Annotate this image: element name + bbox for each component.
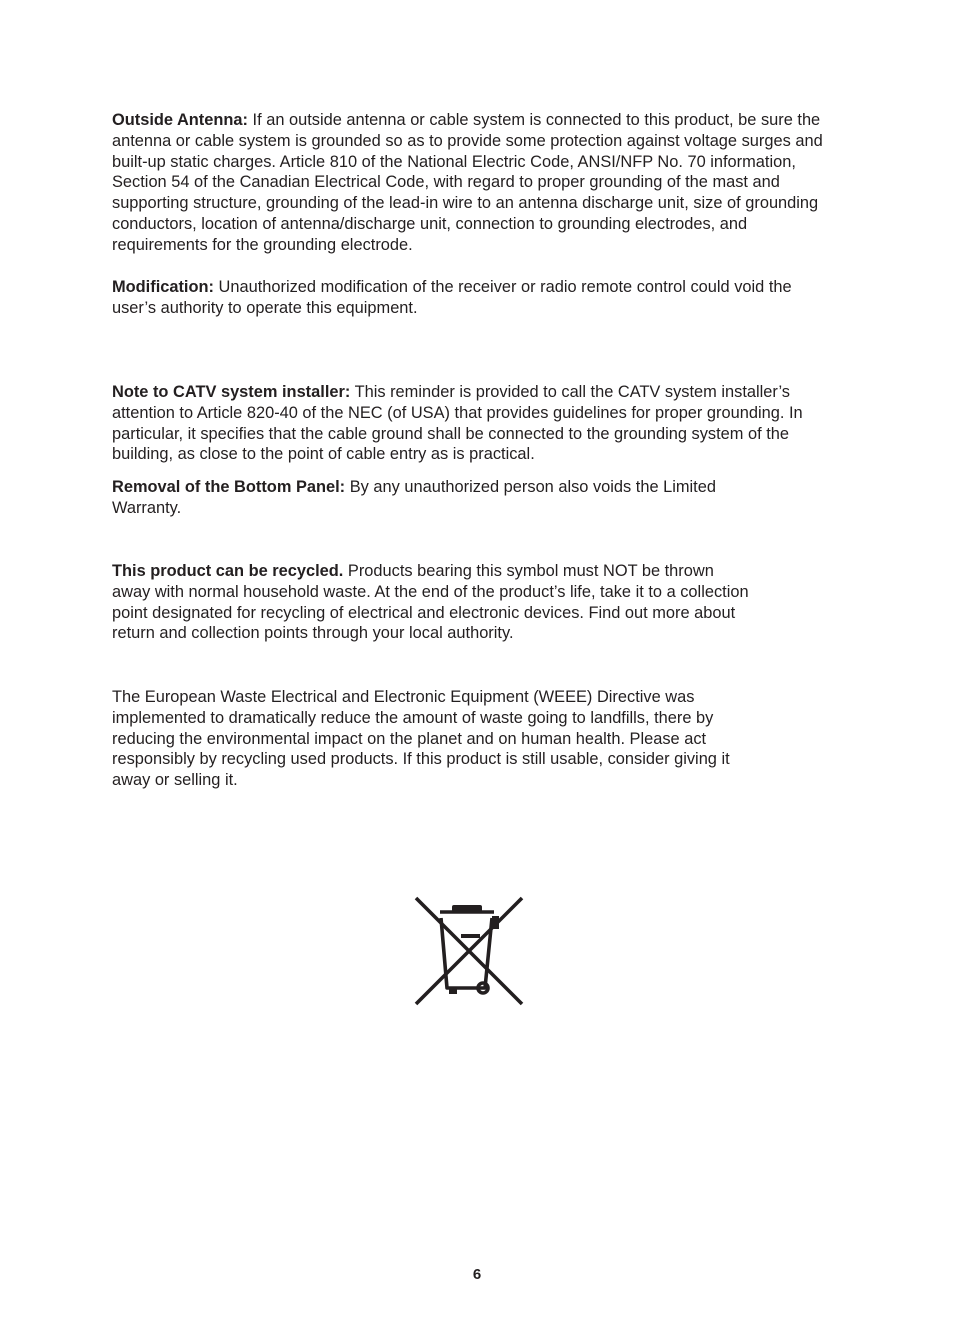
- modification-paragraph: [112, 277, 802, 319]
- modification-body: Unauthorized modification of the receiver or radio remote control could void the user’s authority to operate this equipment.: [112, 278, 792, 317]
- outside-antenna-body: If an outside antenna or cable system is connected to this product, be sure the antenna or cable system is grounded so as to provide some protection against voltage surges and built-up static charges. Article 810 of the National Electric Code, ANSI/NFP No. 70 information, Section 54 of the Canadian Electrical Code, with regard to proper grounding of the mast and supporting structure, grounding of the lead-in wire to an antenna discharge unit, size of grounding conductors, location of antenna/discharge unit, connection to grounding electrodes, and requirements for the grounding electrode.: [112, 111, 823, 254]
- modification-heading: Modification:: [112, 278, 214, 296]
- weee-directive-paragraph: [112, 687, 752, 791]
- outside-antenna-paragraph: [112, 110, 832, 256]
- bin-foot: [449, 988, 457, 994]
- page-number: 6: [472, 1266, 482, 1283]
- recycling-paragraph: [112, 561, 752, 644]
- bottom-panel-paragraph: [112, 477, 732, 519]
- weee-directive-body: The European Waste Electrical and Electronic Equipment (WEEE) Directive was implemented to dramatically reduce the amount of waste going to landfills, there by reducing the environmental impact on the planet and on human health. Please act responsibly by recycling used products. If this product is still usable, consider giving it away or selling it.: [112, 688, 730, 790]
- bin-hinge: [492, 916, 499, 929]
- crossed-out-wheelie-bin-icon: [412, 894, 526, 1008]
- recycling-body: Products bearing this symbol must NOT be thrown away with normal household waste. At the end of the product’s life, take it to a collection point designated for recycling of electrical and electronic devices. Find out more about return and collection points through your local authority.: [112, 562, 749, 643]
- bin-slot: [461, 934, 480, 938]
- outside-antenna-heading: Outside Antenna:: [112, 111, 248, 129]
- catv-installer-paragraph: [112, 382, 812, 465]
- bottom-panel-body: By any unauthorized person also voids the Limited Warranty.: [112, 478, 716, 517]
- catv-installer-heading: Note to CATV system installer:: [112, 383, 351, 401]
- bin-handle: [452, 905, 482, 912]
- catv-installer-body: This reminder is provided to call the CATV system installer’s attention to Article 820-40 of the NEC (of USA) that provides guidelines for proper grounding. In particular, it specifies that the cable ground shall be connected to the grounding system of the building, as close to the point of cable entry as is practical.: [112, 383, 803, 464]
- recycling-heading: This product can be recycled.: [112, 562, 344, 580]
- bottom-panel-heading: Removal of the Bottom Panel:: [112, 478, 346, 496]
